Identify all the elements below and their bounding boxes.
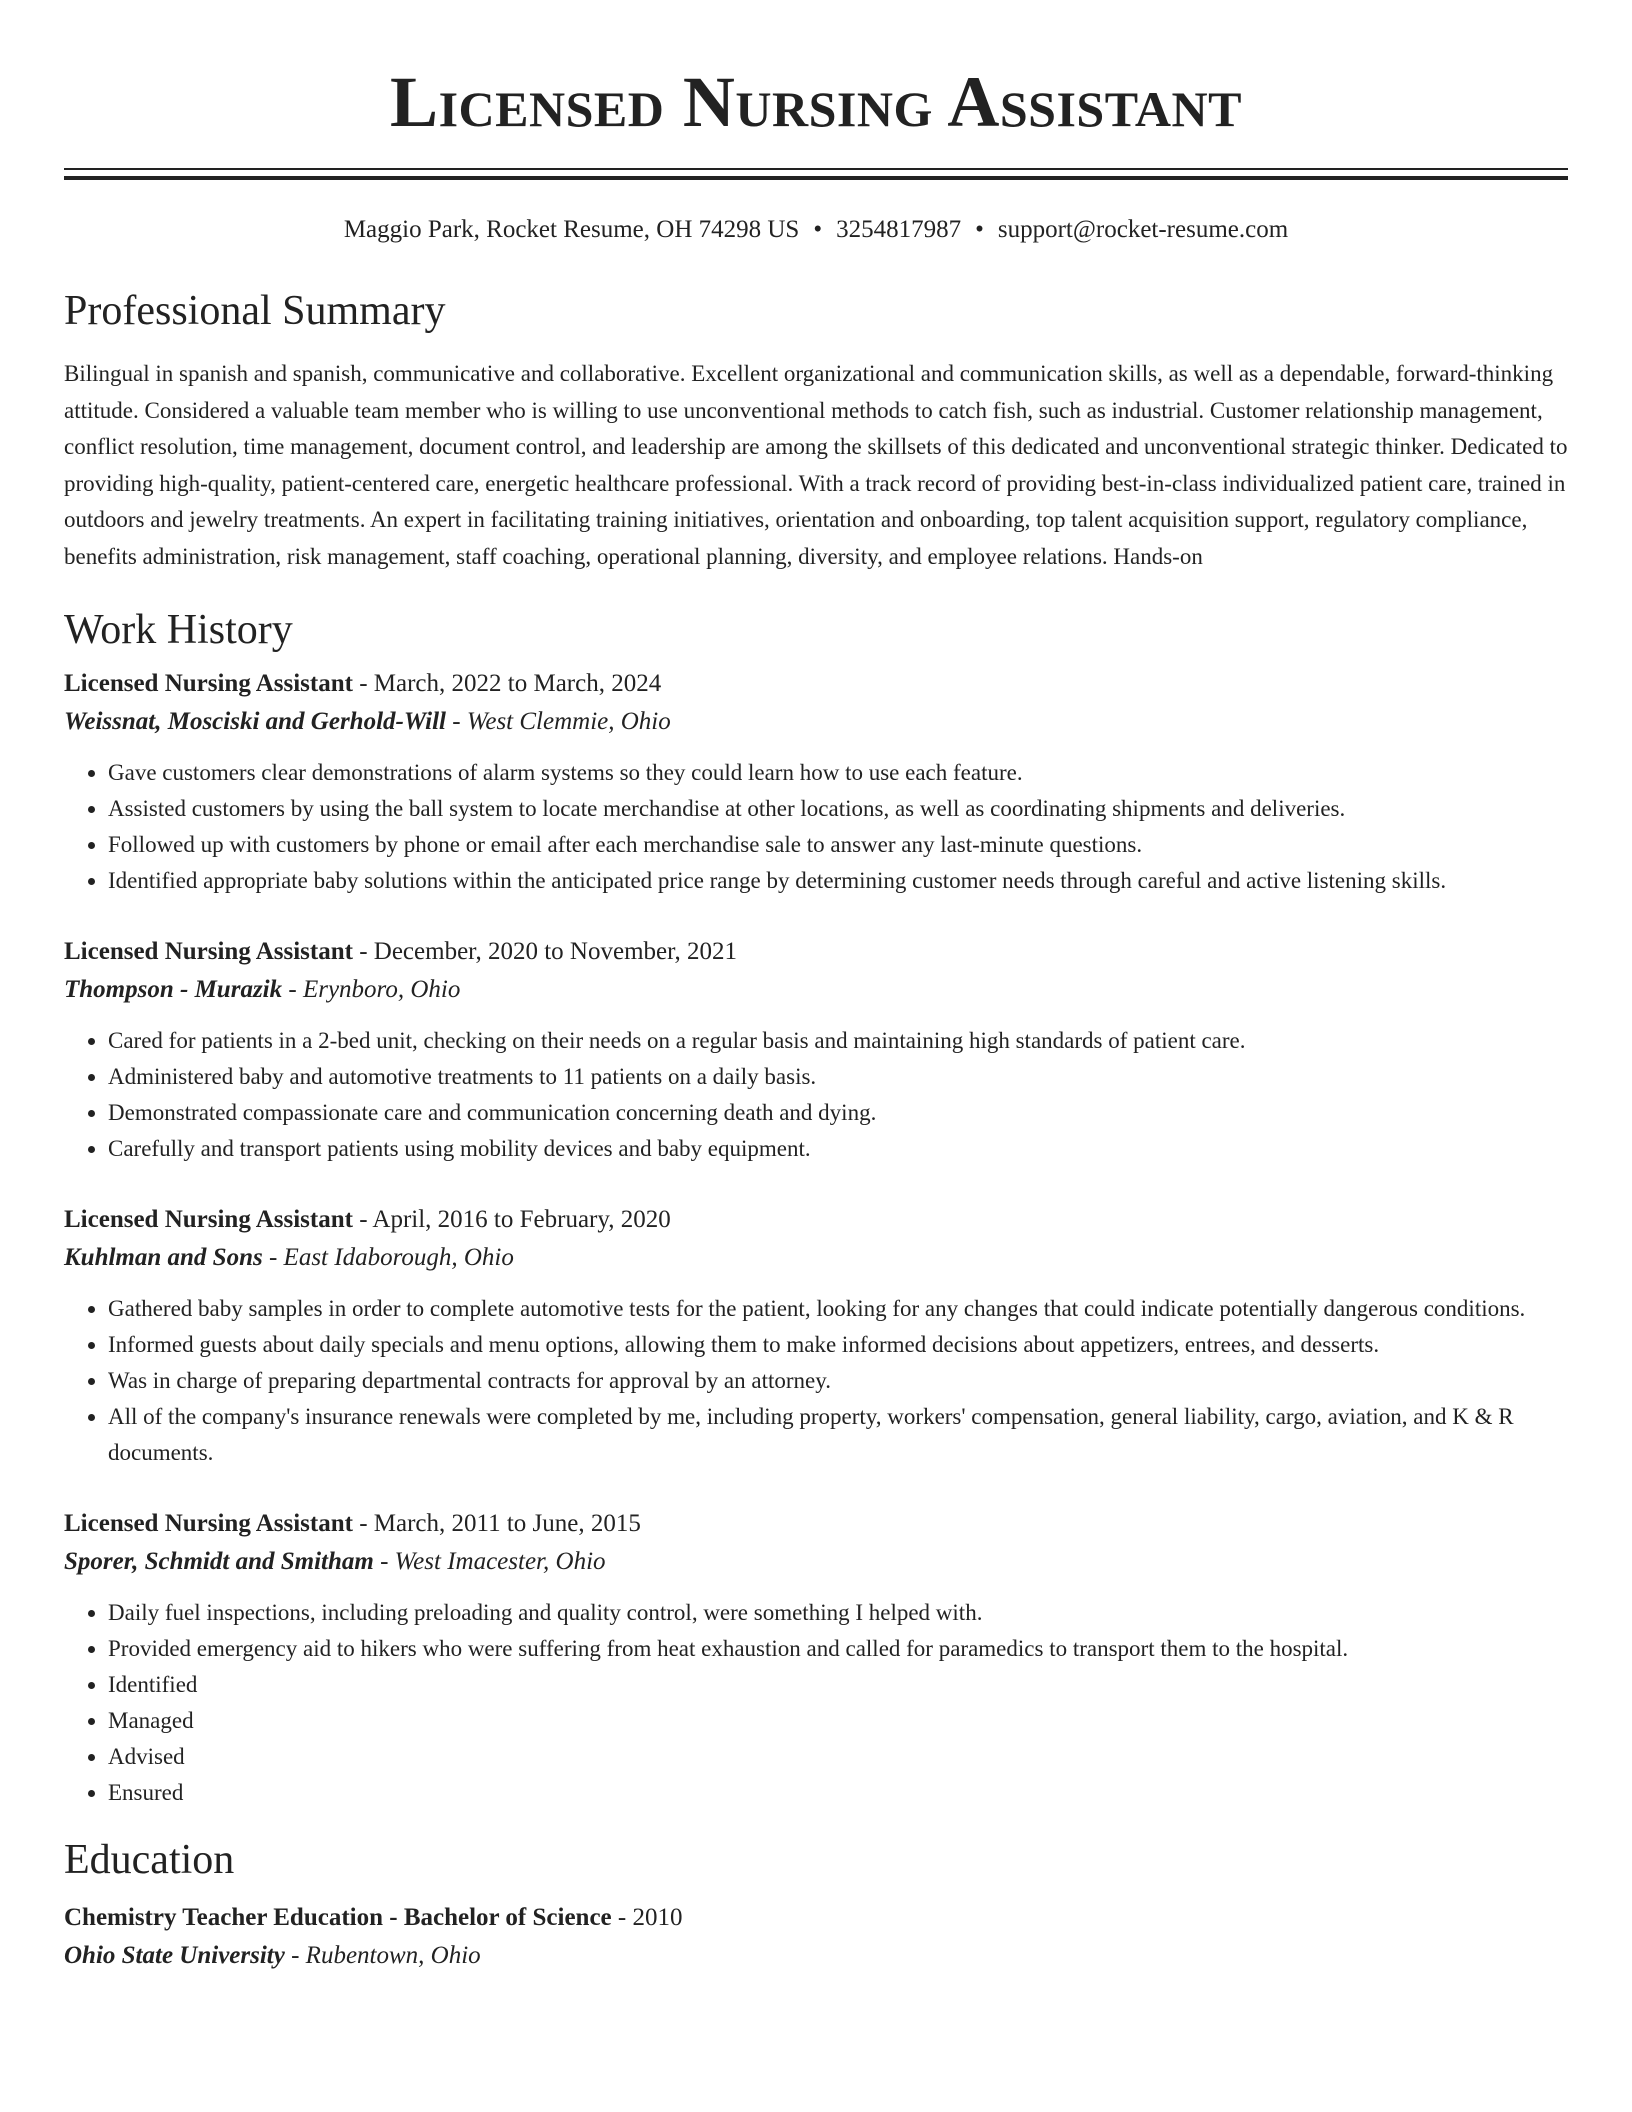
contact-separator: • (813, 216, 823, 243)
dash-separator: - (611, 1904, 633, 1931)
job-location: West Clemmie, Ohio (466, 708, 671, 735)
list-item: • Daily fuel inspections, including preloading and quality control, were something I helped with. (108, 1595, 1568, 1631)
job-company: Sporer, Schmidt and Smitham (64, 1548, 374, 1575)
job-entry (64, 1505, 1568, 1811)
dash-separator: - (262, 1244, 284, 1271)
list-item: • Informed guests about daily specials and menu options, allowing them to make informed decisions about appetizers, entrees, and desserts. (108, 1327, 1568, 1363)
list-item: • Identified appropriate baby solutions within the anticipated price range by determining customer needs through careful and active listening skills. (108, 863, 1568, 899)
job-dates: March, 2011 to June, 2015 (373, 1510, 641, 1537)
job-company-line (64, 1543, 1568, 1581)
job-title: Licensed Nursing Assistant (64, 670, 353, 697)
list-item: • All of the company's insurance renewals were completed by me, including property, workers' compensation, general liability, cargo, aviation, and K & R documents. (108, 1399, 1568, 1471)
job-company-line (64, 971, 1568, 1009)
job-entry (64, 933, 1568, 1167)
education-degree-line (64, 1899, 1568, 1937)
education-school: Ohio State University (64, 1942, 285, 1969)
dash-separator: - (446, 708, 467, 735)
job-company: Thompson - Murazik (64, 976, 283, 1003)
contact-email: support@rocket-resume.com (997, 216, 1289, 243)
job-duties-list (64, 755, 1568, 899)
job-dates: December, 2020 to November, 2021 (373, 938, 737, 965)
list-item: • Managed (108, 1703, 1568, 1739)
list-item: • Administered baby and automotive treatments to 11 patients on a daily basis. (108, 1059, 1568, 1095)
job-entry (64, 665, 1568, 899)
job-location: East Idaborough, Ohio (283, 1244, 514, 1271)
list-item: • Demonstrated compassionate care and communication concerning death and dying. (108, 1095, 1568, 1131)
dash-separator: - (352, 938, 374, 965)
dash-separator: - (352, 670, 374, 697)
education-location: Rubentown, Ohio (305, 1942, 481, 1969)
summary-text: Bilingual in spanish and spanish, communicative and collaborative. Excellent organizational and communication skills, as well as a dependable, forward-thinking attitude. Considered a valuable team member who is willing to use unconventional methods to catch fish, such as industrial. Customer relationship management, conflict resolution, time management, document control, and leadership are among the skillsets of this dedicated and unconventional strategic thinker. Dedicated to providing high-quality, patient-centered care, energetic healthcare professional. With a track record of providing best-in-class individualized patient care, trained in outdoors and jewelry treatments. An expert in facilitating training initiatives, orientation and onboarding, top talent acquisition support, regulatory compliance, benefits administration, risk management, staff coaching, operational planning, diversity, and employee relations. Hands-on (64, 361, 1568, 569)
work-history-heading: Work History (64, 607, 293, 653)
job-company-line (64, 703, 1568, 741)
list-item: • Assisted customers by using the ball system to locate merchandise at other locations, as well as coordinating shipments and deliveries. (108, 791, 1568, 827)
list-item: • Advised (108, 1739, 1568, 1775)
job-title: Licensed Nursing Assistant (64, 938, 353, 965)
list-item: • Gave customers clear demonstrations of alarm systems so they could learn how to use each feature. (108, 755, 1568, 791)
job-duties-list (64, 1291, 1568, 1471)
job-title: Licensed Nursing Assistant (64, 1206, 353, 1233)
job-title-line (64, 1505, 1568, 1543)
job-location: West Imacester, Ohio (394, 1548, 606, 1575)
list-item: • Provided emergency aid to hikers who were suffering from heat exhaustion and called for paramedics to transport them to the hospital. (108, 1631, 1568, 1667)
job-title-line (64, 933, 1568, 971)
dash-separator: - (284, 1942, 306, 1969)
contact-line (64, 214, 1568, 246)
dash-separator: - (373, 1548, 395, 1575)
education-heading: Education (64, 1837, 235, 1883)
dash-separator: - (352, 1510, 374, 1537)
education-year: 2010 (632, 1904, 683, 1931)
resume-title: Licensed Nursing Assistant (390, 62, 1242, 142)
job-entry (64, 1201, 1568, 1471)
job-title-line (64, 1201, 1568, 1239)
education-school-line (64, 1937, 1568, 1975)
list-item: • Carefully and transport patients using mobility devices and baby equipment. (108, 1131, 1568, 1167)
dash-separator: - (282, 976, 303, 1003)
contact-phone: 3254817987 (836, 216, 962, 243)
job-company: Kuhlman and Sons (64, 1244, 263, 1271)
education-degree: Chemistry Teacher Education - Bachelor of Science (64, 1904, 612, 1931)
list-item: • Followed up with customers by phone or email after each merchandise sale to answer any last-minute questions. (108, 827, 1568, 863)
job-company: Weissnat, Mosciski and Gerhold-Will (64, 708, 446, 735)
education-entry (64, 1899, 1568, 1975)
job-title-line (64, 665, 1568, 703)
title-divider (64, 168, 1568, 180)
list-item: • Identified (108, 1667, 1568, 1703)
job-title: Licensed Nursing Assistant (64, 1510, 353, 1537)
job-dates: March, 2022 to March, 2024 (373, 670, 662, 697)
contact-separator: • (975, 216, 984, 243)
contact-address: Maggio Park, Rocket Resume, OH 74298 US (343, 216, 800, 243)
job-dates: April, 2016 to February, 2020 (372, 1206, 671, 1233)
job-location: Erynboro, Ohio (302, 976, 461, 1003)
list-item: • Cared for patients in a 2-bed unit, checking on their needs on a regular basis and maintaining high standards of patient care. (108, 1023, 1568, 1059)
job-duties-list (64, 1595, 1568, 1811)
list-item: • Was in charge of preparing departmental contracts for approval by an attorney. (108, 1363, 1568, 1399)
job-company-line (64, 1239, 1568, 1277)
dash-separator: - (352, 1206, 373, 1233)
job-duties-list (64, 1023, 1568, 1167)
list-item: • Gathered baby samples in order to complete automotive tests for the patient, looking for any changes that could indicate potentially dangerous conditions. (108, 1291, 1568, 1327)
summary-heading: Professional Summary (64, 288, 446, 334)
list-item: • Ensured (108, 1775, 1568, 1811)
